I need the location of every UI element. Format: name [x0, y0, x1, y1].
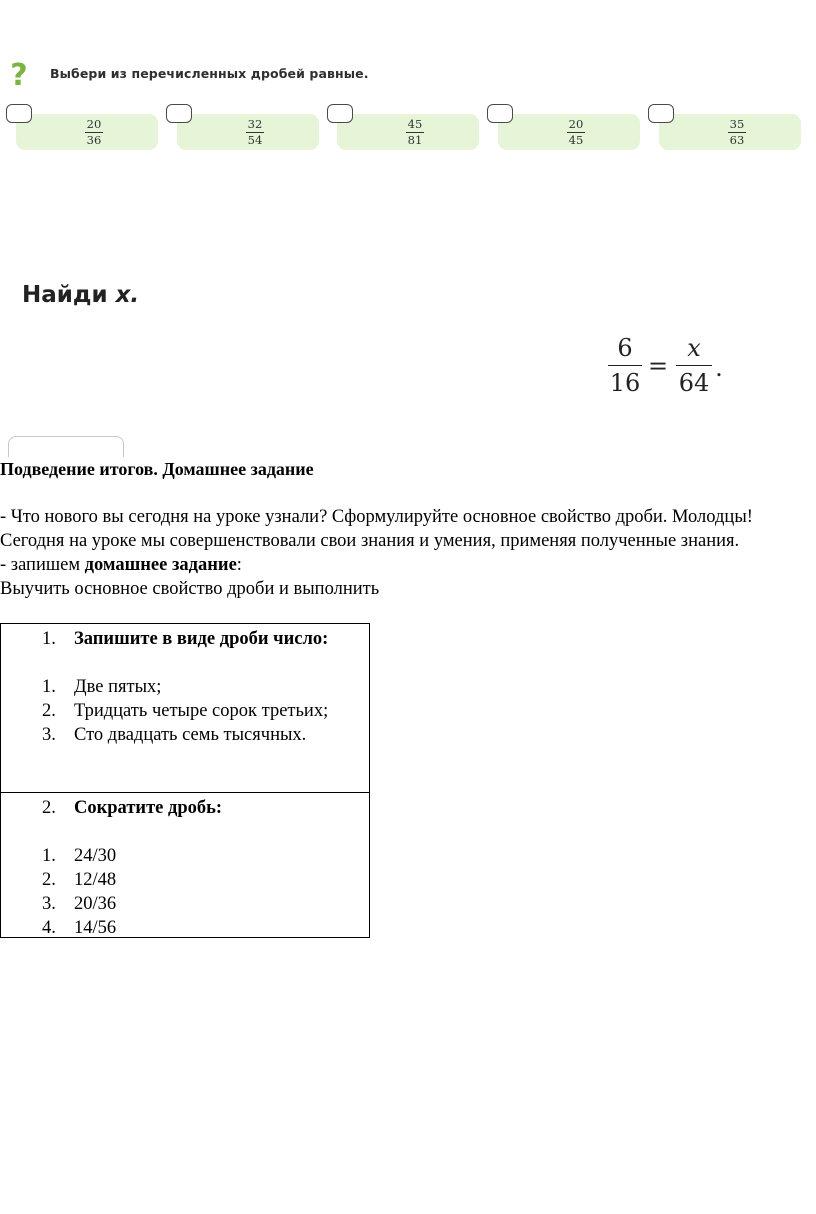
list-item: [1, 723, 369, 747]
list-item: [1, 844, 369, 868]
summary-line-2-bold: домашнее задание: [84, 555, 237, 575]
homework-task-2-title: [1, 796, 369, 820]
option-fraction-2: [184, 118, 326, 147]
list-number: 1.: [42, 677, 56, 697]
fraction-denominator: 63: [729, 133, 745, 147]
left-fraction: [608, 334, 642, 397]
fraction-numerator: 35: [729, 117, 745, 131]
question-icon: ?: [10, 58, 28, 93]
list-text: Запишите в виде дроби число:: [74, 629, 329, 649]
list-item: [1, 675, 369, 699]
list-number: 2.: [42, 870, 56, 890]
fraction-denominator: 36: [86, 133, 102, 147]
list-item: [1, 892, 369, 916]
equation-period: .: [715, 354, 723, 382]
list-number: 2.: [42, 798, 56, 818]
homework-task-1-title: [1, 627, 369, 651]
homework-cell-2: [1, 792, 369, 937]
option-fraction-3: [344, 118, 486, 147]
list-text: 14/56: [74, 918, 117, 938]
fraction-bar: [608, 365, 642, 366]
list-number: 1.: [42, 846, 56, 866]
fraction-numerator: 20: [86, 117, 102, 131]
section-title: Подведение итогов. Домашнее задание: [0, 459, 314, 479]
list-text: 20/36: [74, 894, 117, 914]
fraction-denominator: 81: [407, 133, 423, 147]
list-number: 3.: [42, 725, 56, 745]
homework-table: [0, 623, 370, 938]
left-denominator: 16: [609, 369, 641, 397]
summary-line-2: [0, 553, 800, 577]
fraction-denominator: 54: [247, 133, 263, 147]
summary-line-1: - Что нового вы сегодня на уроке узнали? Сформулируйте основное свойство дроби. Молодцы! Сегодня на уроке мы совершенствовали свои знания и умения, применяя полученные знания.: [0, 507, 753, 551]
list-item: [1, 868, 369, 892]
list-item: [1, 916, 369, 940]
list-text: Сократите дробь:: [74, 798, 223, 818]
left-numerator: 6: [617, 334, 633, 362]
summary-text: [0, 505, 800, 601]
list-text: Две пятых;: [74, 677, 162, 697]
task2-heading: [22, 282, 139, 308]
task2-heading-text: Найди: [22, 282, 116, 308]
list-number: 3.: [42, 894, 56, 914]
list-text: 24/30: [74, 846, 117, 866]
list-text: 12/48: [74, 870, 117, 890]
option-fraction-5: [666, 118, 808, 147]
list-number: 4.: [42, 918, 56, 938]
fraction-numerator: 20: [568, 117, 584, 131]
list-number: 2.: [42, 701, 56, 721]
summary-line-2-suffix: :: [236, 555, 242, 575]
list-number: 1.: [42, 629, 56, 649]
right-denominator: 64: [678, 369, 710, 397]
task1-question: Выбери из перечисленных дробей равные.: [50, 66, 369, 81]
fraction-numerator: 45: [407, 117, 423, 131]
list-text: Тридцать четыре сорок третьих;: [74, 701, 329, 721]
answer-input[interactable]: [8, 436, 124, 457]
summary-line-2-prefix: - запишем: [0, 555, 85, 575]
summary-line-3: Выучить основное свойство дроби и выполнить: [0, 579, 380, 599]
proportion-equation: [600, 334, 740, 404]
right-fraction: [676, 334, 712, 397]
list-item: [1, 699, 369, 723]
option-fraction-1: [23, 118, 165, 147]
equals-sign: =: [648, 352, 669, 380]
fraction-numerator: 32: [247, 117, 263, 131]
right-numerator: x: [687, 334, 701, 362]
fraction-denominator: 45: [568, 133, 584, 147]
list-text: Сто двадцать семь тысячных.: [74, 725, 307, 745]
option-fraction-4: [505, 118, 647, 147]
fraction-bar: [676, 365, 712, 366]
homework-cell-1: [1, 624, 369, 792]
task2-heading-var: x.: [115, 282, 140, 308]
